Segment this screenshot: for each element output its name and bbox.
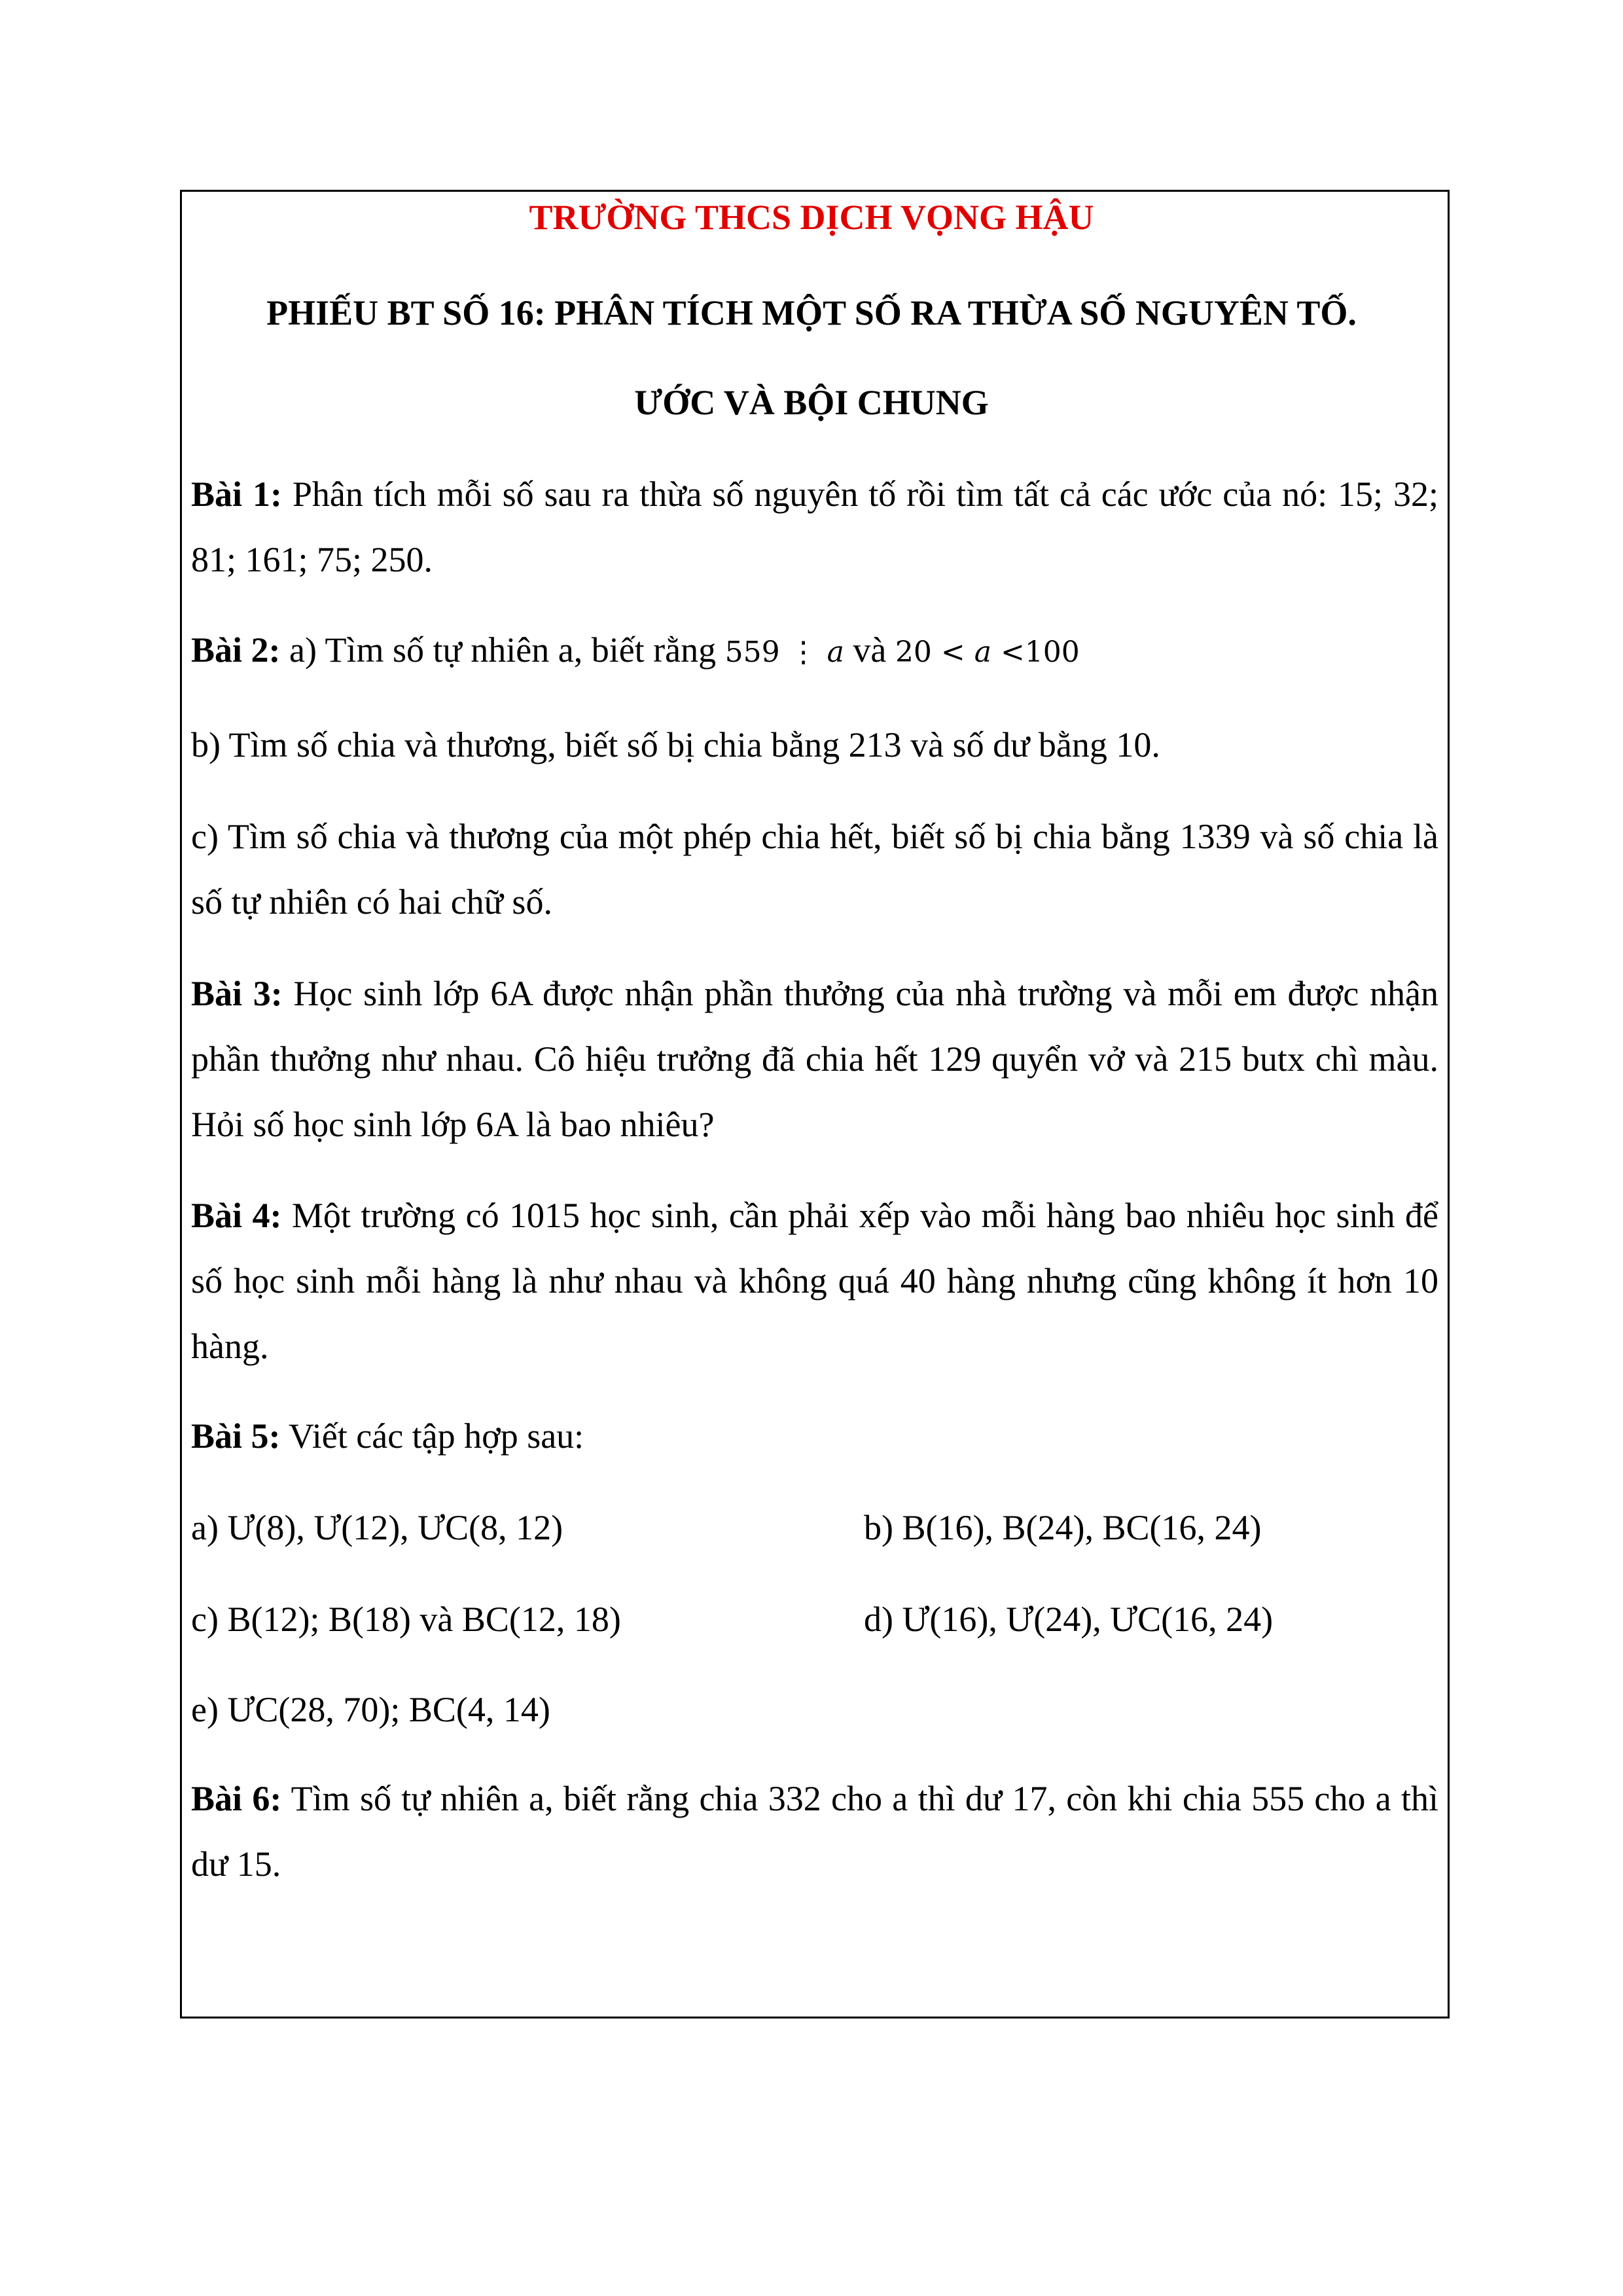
exercise-2a-text: a) Tìm số tự nhiên a, biết rằng xyxy=(280,630,725,670)
exercise-5c: c) B(12); B(18) và BC(12, 18) xyxy=(191,1600,621,1639)
exercise-5-row-2 xyxy=(191,1587,1438,1652)
exercise-5-label: Bài 5: xyxy=(191,1416,281,1456)
school-name: TRƯỜNG THCS DỊCH VỌNG HẬU xyxy=(529,198,1094,237)
exercise-2a-and: và xyxy=(844,630,895,670)
exercise-2c: c) Tìm số chia và thương của một phép chia hết, biết số bị chia bằng 1339 và số chia là số tự nhiên có hai chữ số. xyxy=(191,817,1438,922)
exercise-5-row-1 xyxy=(191,1495,1438,1560)
exercise-1 xyxy=(191,461,1438,592)
exercise-2-label: Bài 2: xyxy=(191,630,281,670)
exercise-4 xyxy=(191,1183,1438,1379)
exercise-5-row-3 xyxy=(191,1677,1438,1742)
exercise-3 xyxy=(191,961,1438,1157)
exercise-2b: b) Tìm số chia và thương, biết số bị chia bằng 213 và số dư bằng 10. xyxy=(191,725,1160,764)
divisibility-expression: 559 ⋮ a xyxy=(724,636,844,669)
exercise-3-text: Học sinh lớp 6A được nhận phần thưởng của nhà trường và mỗi em được nhận phần thưởng như nhau. Cô hiệu trưởng đã chia hết 129 quyển vở và 215 butx chì màu. Hỏi số học sinh lớp 6A là bao nhiêu? xyxy=(191,974,1438,1144)
exercise-5 xyxy=(191,1403,1438,1469)
exercise-6 xyxy=(191,1766,1438,1897)
exercise-5a: a) Ư(8), Ư(12), ƯC(8, 12) xyxy=(191,1508,563,1547)
exercise-6-label: Bài 6: xyxy=(191,1779,282,1818)
exercise-4-text: Một trường có 1015 học sinh, cần phải xếp vào mỗi hàng bao nhiêu học sinh để số học sinh mỗi hàng là như nhau và không quá 40 hàng nhưng cũng không ít hơn 10 hàng. xyxy=(191,1196,1438,1366)
exercise-6-text: Tìm số tự nhiên a, biết rằng chia 332 cho a thì dư 17, còn khi chia 555 cho a thì dư 15. xyxy=(191,1779,1438,1884)
exercise-4-label: Bài 4: xyxy=(191,1196,282,1235)
exercise-2a xyxy=(191,617,1438,685)
exercise-5-text: Viết các tập hợp sau: xyxy=(280,1416,584,1456)
exercise-5d: d) Ư(16), Ư(24), ƯC(16, 24) xyxy=(864,1600,1274,1639)
worksheet-subtitle: ƯỚC VÀ BỘI CHUNG xyxy=(634,383,989,422)
worksheet-title: PHIẾU BT SỐ 16: PHÂN TÍCH MỘT SỐ RA THỪA SỐ NGUYÊN TỐ. xyxy=(266,293,1357,332)
exercise-3-label: Bài 3: xyxy=(191,974,283,1013)
exercise-1-label: Bài 1: xyxy=(191,475,282,514)
exercise-5b: b) B(16), B(24), BC(16, 24) xyxy=(864,1508,1262,1547)
exercise-5e: e) ƯC(28, 70); BC(4, 14) xyxy=(191,1690,550,1729)
exercise-1-text: Phân tích mỗi số sau ra thừa số nguyên tố rồi tìm tất cả các ước của nó: 15; 32; 81; 161; 75; 250. xyxy=(191,475,1438,579)
inequality-expression: 20 < a <100 xyxy=(895,636,1080,669)
